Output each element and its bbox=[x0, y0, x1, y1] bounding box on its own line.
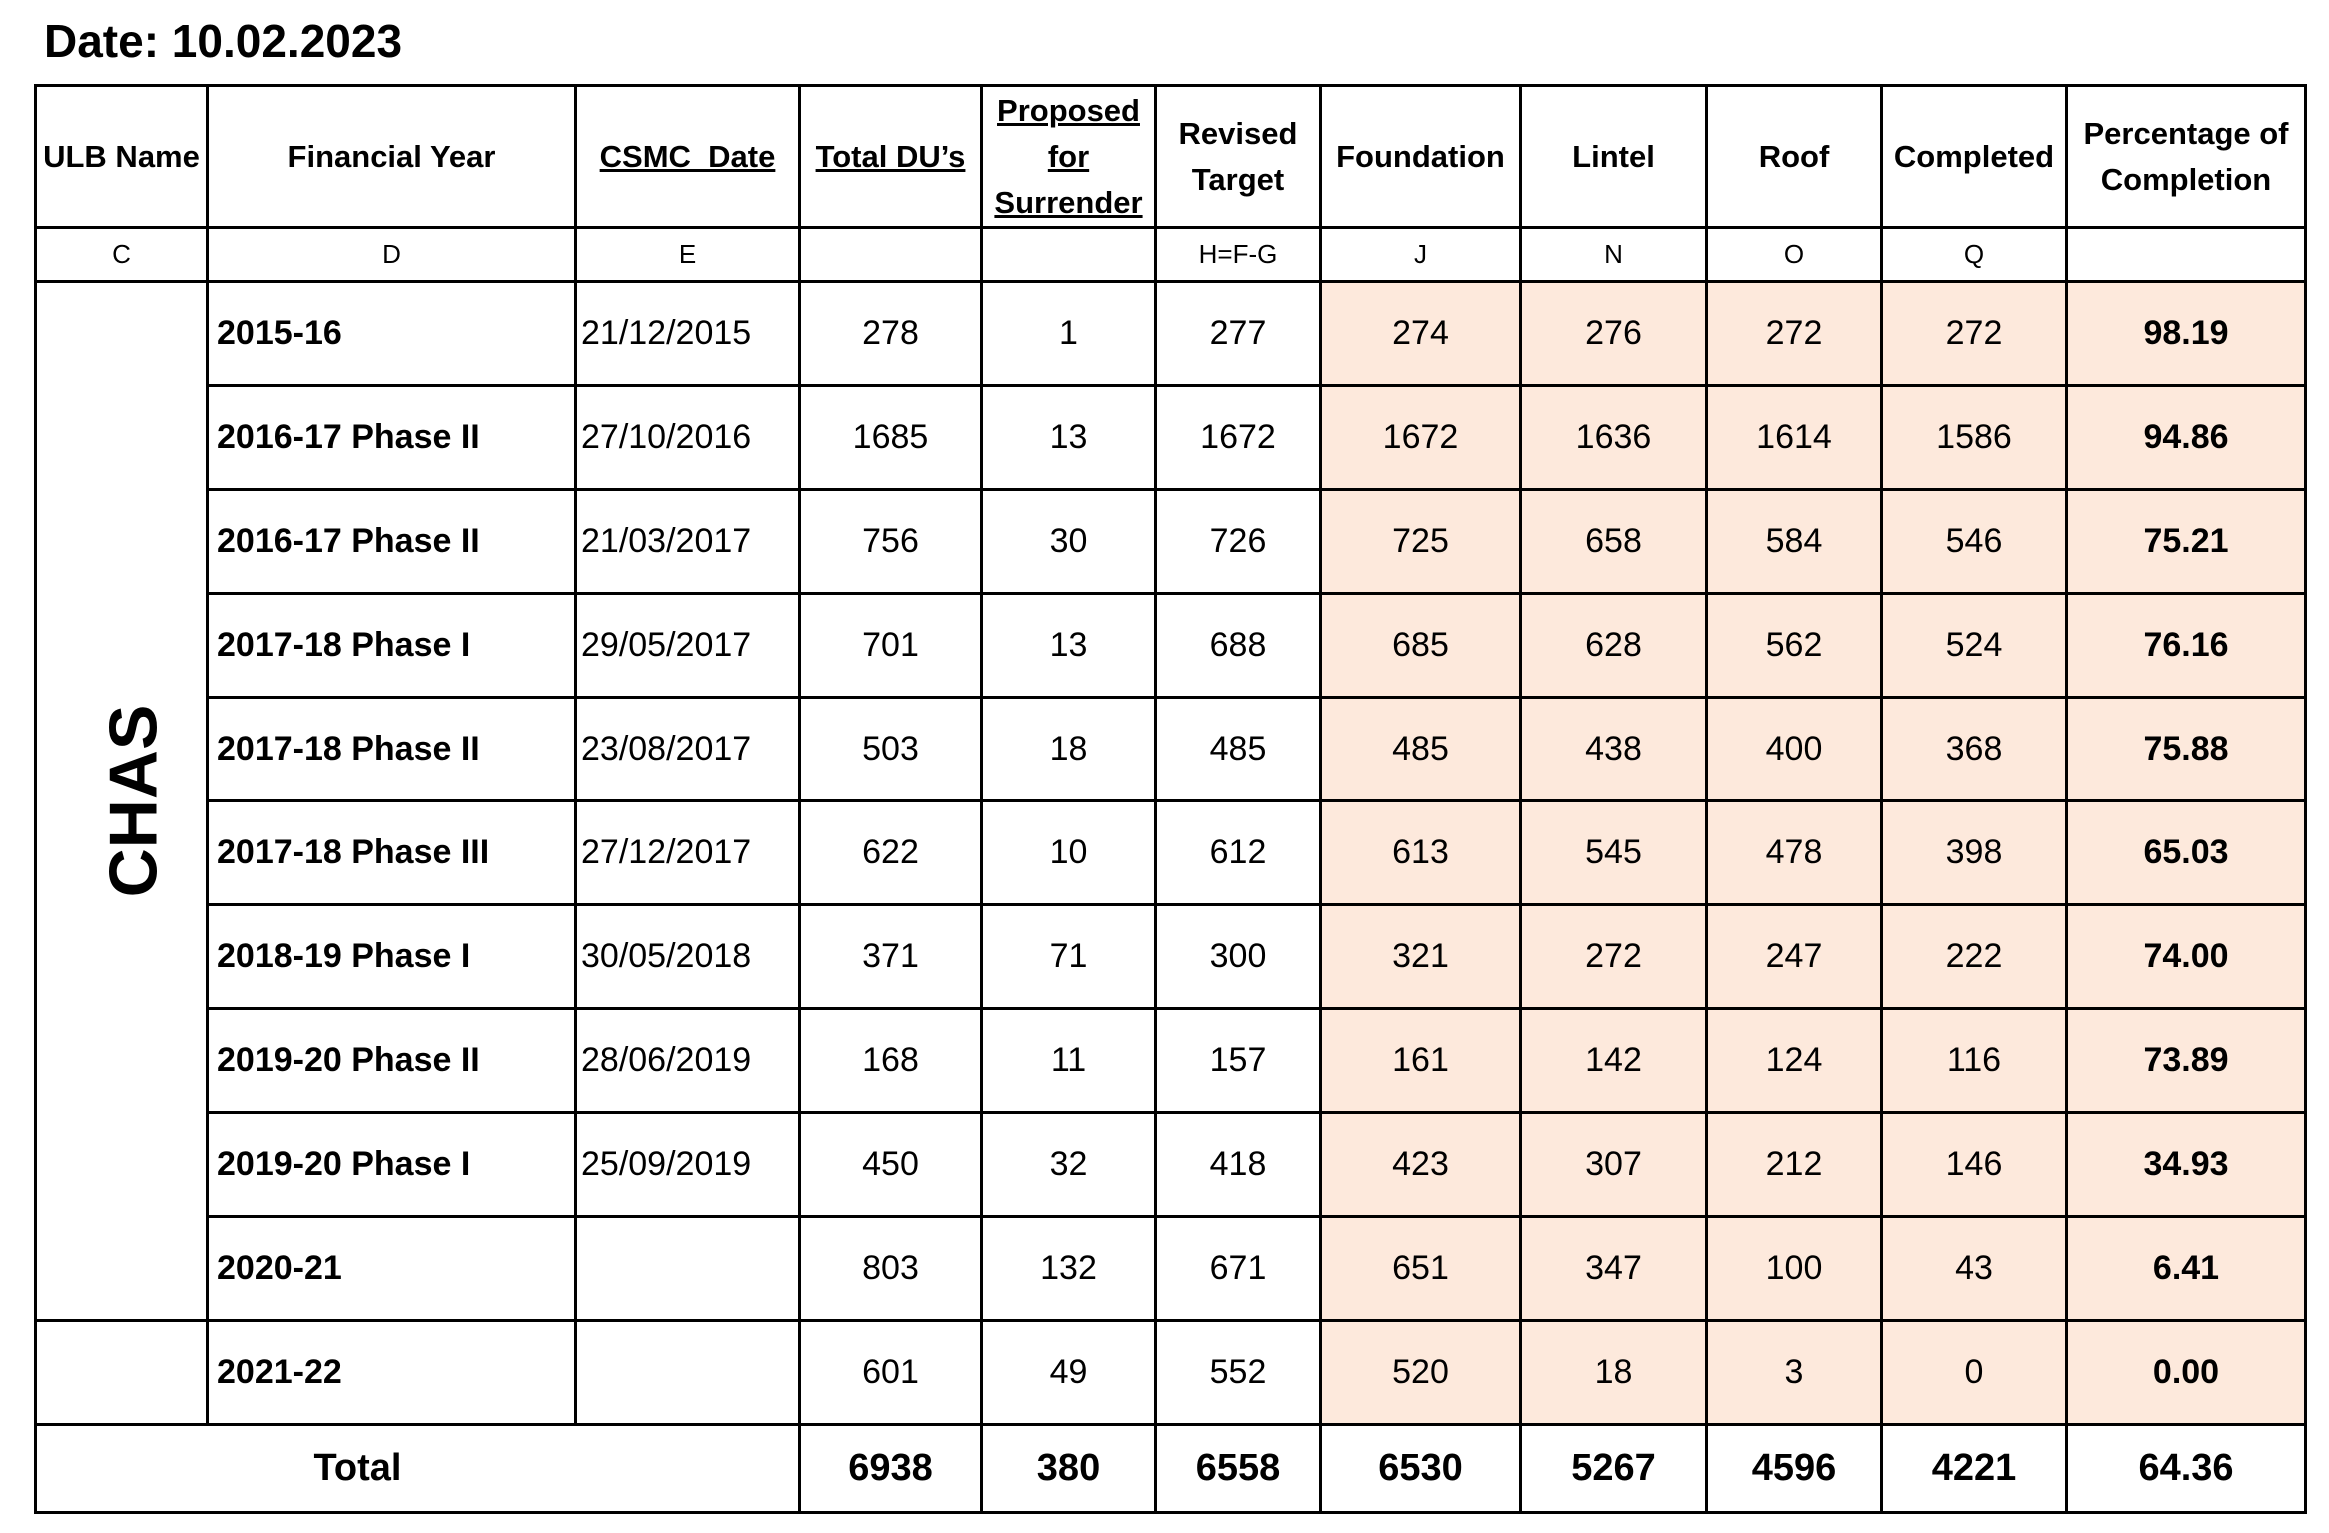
completed-cell: 0 bbox=[1882, 1321, 2067, 1425]
foundation-cell: 1672 bbox=[1321, 385, 1521, 489]
total-foundation: 6530 bbox=[1321, 1425, 1521, 1513]
roof-cell: 1614 bbox=[1707, 385, 1882, 489]
percentage-cell: 73.89 bbox=[2067, 1009, 2306, 1113]
foundation-cell: 725 bbox=[1321, 489, 1521, 593]
foundation-cell: 274 bbox=[1321, 281, 1521, 385]
surrender-cell: 132 bbox=[982, 1217, 1156, 1321]
completed-cell: 368 bbox=[1882, 697, 2067, 801]
surrender-cell: 49 bbox=[982, 1321, 1156, 1425]
financial-year-cell: 2018-19 Phase I bbox=[208, 905, 576, 1009]
percentage-cell: 6.41 bbox=[2067, 1217, 2306, 1321]
table-row bbox=[36, 489, 2306, 593]
header-total-dus: Total DU’s bbox=[800, 86, 982, 228]
financial-year-cell: 2016-17 Phase II bbox=[208, 385, 576, 489]
completed-cell: 398 bbox=[1882, 801, 2067, 905]
csmc-date-cell: 25/09/2019 bbox=[576, 1113, 800, 1217]
total-dus-cell: 503 bbox=[800, 697, 982, 801]
total-total-dus: 6938 bbox=[800, 1425, 982, 1513]
foundation-cell: 651 bbox=[1321, 1217, 1521, 1321]
percentage-cell: 34.93 bbox=[2067, 1113, 2306, 1217]
foundation-cell: 520 bbox=[1321, 1321, 1521, 1425]
column-code-row bbox=[36, 228, 2306, 282]
completed-cell: 43 bbox=[1882, 1217, 2067, 1321]
foundation-cell: 321 bbox=[1321, 905, 1521, 1009]
surrender-cell: 13 bbox=[982, 593, 1156, 697]
revised-target-cell: 671 bbox=[1156, 1217, 1321, 1321]
financial-year-cell: 2015-16 bbox=[208, 281, 576, 385]
code-cell bbox=[800, 228, 982, 282]
header-csmc-date: CSMC_Date bbox=[576, 86, 800, 228]
header-percentage-completion: Percentage of Completion bbox=[2067, 86, 2306, 228]
header-revised-target: Revised Target bbox=[1156, 86, 1321, 228]
csmc-date-cell: 27/10/2016 bbox=[576, 385, 800, 489]
report-date: Date: 10.02.2023 bbox=[44, 15, 403, 67]
financial-year-cell: 2017-18 Phase I bbox=[208, 593, 576, 697]
surrender-cell: 71 bbox=[982, 905, 1156, 1009]
total-dus-cell: 622 bbox=[800, 801, 982, 905]
financial-year-cell: 2016-17 Phase II bbox=[208, 489, 576, 593]
table-row bbox=[36, 697, 2306, 801]
revised-target-cell: 157 bbox=[1156, 1009, 1321, 1113]
completed-cell: 546 bbox=[1882, 489, 2067, 593]
table-row bbox=[36, 1009, 2306, 1113]
table-row bbox=[36, 1321, 2306, 1425]
roof-cell: 478 bbox=[1707, 801, 1882, 905]
lintel-cell: 1636 bbox=[1521, 385, 1707, 489]
foundation-cell: 613 bbox=[1321, 801, 1521, 905]
revised-target-cell: 552 bbox=[1156, 1321, 1321, 1425]
lintel-cell: 545 bbox=[1521, 801, 1707, 905]
total-dus-cell: 803 bbox=[800, 1217, 982, 1321]
total-roof: 4596 bbox=[1707, 1425, 1882, 1513]
total-surrender: 380 bbox=[982, 1425, 1156, 1513]
lintel-cell: 142 bbox=[1521, 1009, 1707, 1113]
percentage-cell: 65.03 bbox=[2067, 801, 2306, 905]
table-row bbox=[36, 1113, 2306, 1217]
foundation-cell: 423 bbox=[1321, 1113, 1521, 1217]
code-cell: Q bbox=[1882, 228, 2067, 282]
roof-cell: 212 bbox=[1707, 1113, 1882, 1217]
csmc-date-cell: 21/12/2015 bbox=[576, 281, 800, 385]
surrender-cell: 13 bbox=[982, 385, 1156, 489]
header-completed: Completed bbox=[1882, 86, 2067, 228]
header-roof: Roof bbox=[1707, 86, 1882, 228]
total-dus-cell: 450 bbox=[800, 1113, 982, 1217]
roof-cell: 400 bbox=[1707, 697, 1882, 801]
table-row bbox=[36, 281, 2306, 385]
header-financial-year: Financial Year bbox=[208, 86, 576, 228]
header-foundation: Foundation bbox=[1321, 86, 1521, 228]
header-ulb-name: ULB Name bbox=[36, 86, 208, 228]
foundation-cell: 685 bbox=[1321, 593, 1521, 697]
table-row bbox=[36, 905, 2306, 1009]
code-cell bbox=[982, 228, 1156, 282]
completed-cell: 1586 bbox=[1882, 385, 2067, 489]
financial-year-cell: 2019-20 Phase I bbox=[208, 1113, 576, 1217]
completed-cell: 116 bbox=[1882, 1009, 2067, 1113]
code-cell: N bbox=[1521, 228, 1707, 282]
code-cell: H=F-G bbox=[1156, 228, 1321, 282]
financial-year-cell: 2017-18 Phase III bbox=[208, 801, 576, 905]
table-row bbox=[36, 385, 2306, 489]
csmc-date-cell: 27/12/2017 bbox=[576, 801, 800, 905]
roof-cell: 584 bbox=[1707, 489, 1882, 593]
total-label: Total bbox=[36, 1425, 800, 1513]
surrender-cell: 30 bbox=[982, 489, 1156, 593]
surrender-cell: 32 bbox=[982, 1113, 1156, 1217]
ulb-name-label: CHAS bbox=[95, 704, 172, 898]
table-row bbox=[36, 801, 2306, 905]
ulb-name-cell bbox=[36, 281, 208, 1320]
roof-cell: 247 bbox=[1707, 905, 1882, 1009]
csmc-date-cell bbox=[576, 1321, 800, 1425]
total-completed: 4221 bbox=[1882, 1425, 2067, 1513]
lintel-cell: 347 bbox=[1521, 1217, 1707, 1321]
revised-target-cell: 300 bbox=[1156, 905, 1321, 1009]
percentage-cell: 76.16 bbox=[2067, 593, 2306, 697]
percentage-cell: 75.21 bbox=[2067, 489, 2306, 593]
roof-cell: 272 bbox=[1707, 281, 1882, 385]
total-revised-target: 6558 bbox=[1156, 1425, 1321, 1513]
total-dus-cell: 601 bbox=[800, 1321, 982, 1425]
revised-target-cell: 612 bbox=[1156, 801, 1321, 905]
completed-cell: 146 bbox=[1882, 1113, 2067, 1217]
lintel-cell: 628 bbox=[1521, 593, 1707, 697]
percentage-cell: 98.19 bbox=[2067, 281, 2306, 385]
revised-target-cell: 277 bbox=[1156, 281, 1321, 385]
surrender-cell: 18 bbox=[982, 697, 1156, 801]
total-dus-cell: 701 bbox=[800, 593, 982, 697]
revised-target-cell: 726 bbox=[1156, 489, 1321, 593]
code-cell: D bbox=[208, 228, 576, 282]
lintel-cell: 18 bbox=[1521, 1321, 1707, 1425]
lintel-cell: 272 bbox=[1521, 905, 1707, 1009]
lintel-cell: 658 bbox=[1521, 489, 1707, 593]
roof-cell: 100 bbox=[1707, 1217, 1882, 1321]
roof-cell: 124 bbox=[1707, 1009, 1882, 1113]
completed-cell: 222 bbox=[1882, 905, 2067, 1009]
surrender-cell: 1 bbox=[982, 281, 1156, 385]
csmc-date-cell: 23/08/2017 bbox=[576, 697, 800, 801]
lintel-cell: 438 bbox=[1521, 697, 1707, 801]
total-percentage: 64.36 bbox=[2067, 1425, 2306, 1513]
financial-year-cell: 2021-22 bbox=[208, 1321, 576, 1425]
surrender-cell: 10 bbox=[982, 801, 1156, 905]
code-cell: E bbox=[576, 228, 800, 282]
total-lintel: 5267 bbox=[1521, 1425, 1707, 1513]
code-cell: O bbox=[1707, 228, 1882, 282]
financial-year-cell: 2020-21 bbox=[208, 1217, 576, 1321]
total-row bbox=[36, 1425, 2306, 1513]
revised-target-cell: 485 bbox=[1156, 697, 1321, 801]
total-dus-cell: 168 bbox=[800, 1009, 982, 1113]
csmc-date-cell: 21/03/2017 bbox=[576, 489, 800, 593]
header-proposed-surrender: Proposed for Surrender bbox=[982, 86, 1156, 228]
code-cell: C bbox=[36, 228, 208, 282]
percentage-cell: 94.86 bbox=[2067, 385, 2306, 489]
csmc-date-cell: 29/05/2017 bbox=[576, 593, 800, 697]
total-dus-cell: 756 bbox=[800, 489, 982, 593]
table-row bbox=[36, 593, 2306, 697]
foundation-cell: 485 bbox=[1321, 697, 1521, 801]
revised-target-cell: 1672 bbox=[1156, 385, 1321, 489]
percentage-cell: 0.00 bbox=[2067, 1321, 2306, 1425]
table-row bbox=[36, 1217, 2306, 1321]
roof-cell: 562 bbox=[1707, 593, 1882, 697]
total-dus-cell: 1685 bbox=[800, 385, 982, 489]
roof-cell: 3 bbox=[1707, 1321, 1882, 1425]
total-dus-cell: 278 bbox=[800, 281, 982, 385]
completed-cell: 272 bbox=[1882, 281, 2067, 385]
financial-year-cell: 2019-20 Phase II bbox=[208, 1009, 576, 1113]
foundation-cell: 161 bbox=[1321, 1009, 1521, 1113]
percentage-cell: 74.00 bbox=[2067, 905, 2306, 1009]
revised-target-cell: 688 bbox=[1156, 593, 1321, 697]
csmc-date-cell: 30/05/2018 bbox=[576, 905, 800, 1009]
surrender-cell: 11 bbox=[982, 1009, 1156, 1113]
lintel-cell: 307 bbox=[1521, 1113, 1707, 1217]
progress-table bbox=[34, 84, 2307, 1514]
code-cell bbox=[2067, 228, 2306, 282]
csmc-date-cell bbox=[576, 1217, 800, 1321]
header-row bbox=[36, 86, 2306, 228]
financial-year-cell: 2017-18 Phase II bbox=[208, 697, 576, 801]
csmc-date-cell: 28/06/2019 bbox=[576, 1009, 800, 1113]
header-lintel: Lintel bbox=[1521, 86, 1707, 228]
completed-cell: 524 bbox=[1882, 593, 2067, 697]
revised-target-cell: 418 bbox=[1156, 1113, 1321, 1217]
lintel-cell: 276 bbox=[1521, 281, 1707, 385]
total-dus-cell: 371 bbox=[800, 905, 982, 1009]
ulb-name-empty-cell bbox=[36, 1321, 208, 1425]
percentage-cell: 75.88 bbox=[2067, 697, 2306, 801]
code-cell: J bbox=[1321, 228, 1521, 282]
